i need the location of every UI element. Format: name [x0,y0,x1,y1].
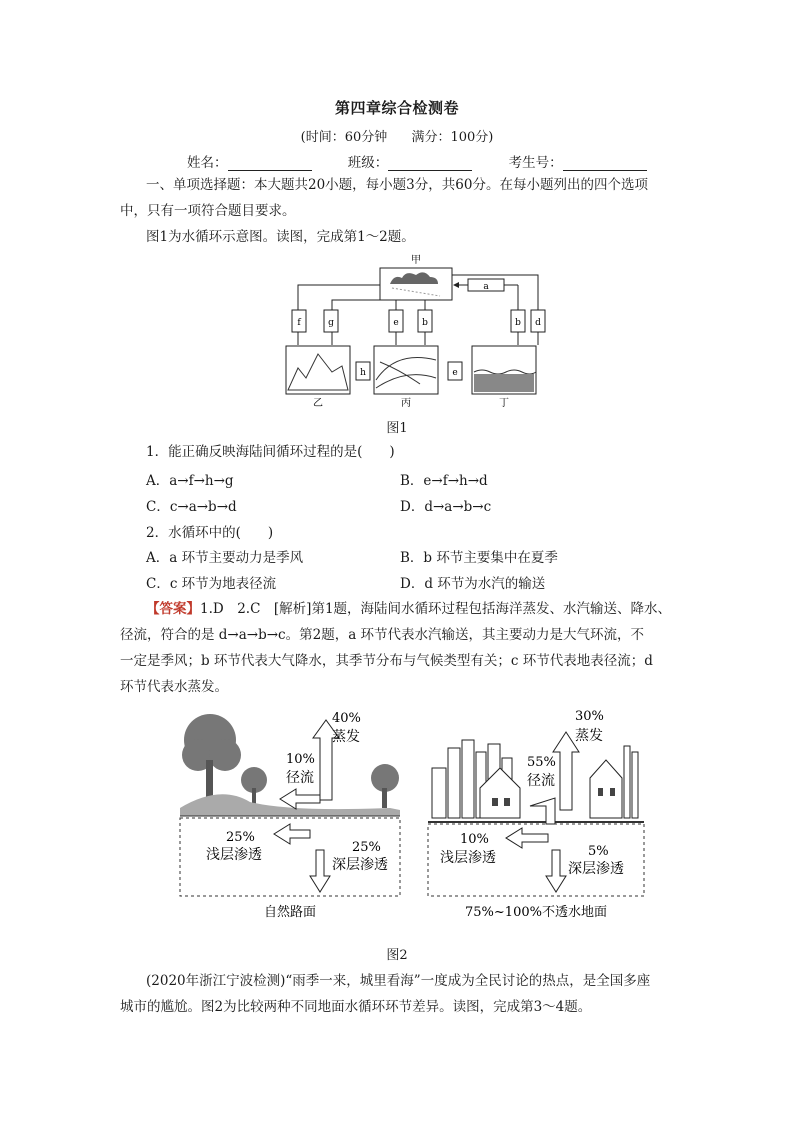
river-bing-box [374,346,438,394]
class-blank[interactable] [388,156,472,171]
figure1-lead: 图1为水循环示意图。读图，完成第1～2题。 [146,229,415,245]
student-info-fields [187,151,647,171]
flow-g-label: g [328,318,334,328]
q2-option-a[interactable]: A．a 环节主要动力是季风 [146,550,304,566]
impervious-shallow-pct: 10% [460,832,489,847]
q2-option-c[interactable]: C．c 环节为地表径流 [146,576,277,592]
impervious-evap-label: 蒸发 [575,728,603,744]
flow-b-label: b [422,318,428,328]
natural-deep-label: 深层渗透 [332,857,388,873]
natural-runoff-label: 径流 [286,770,314,786]
natural-surface-panel [180,711,400,920]
passage-line1: (2020年浙江宁波检测)“雨季一来，城里看海”一度成为全民讨论的热点，是全国多座 [146,973,651,989]
node-ding-label: 丁 [499,398,509,409]
q2-option-d[interactable]: D．d 环节为水汽的输送 [400,576,546,592]
q2-option-b[interactable]: B．b 环节主要集中在夏季 [400,550,558,566]
answer-tag: 【答案】 [146,601,200,617]
impervious-deep-pct: 5% [588,844,609,859]
node-jia-label: 甲 [411,255,421,266]
natural-shallow-pct: 25% [226,830,255,845]
q1-option-b[interactable]: B．e→f→h→d [400,473,488,489]
impervious-evap-pct: 30% [575,709,604,724]
passage-line2: 城市的尴尬。图2为比较两种不同地面水循环环节差异。读图，完成第3～4题。 [120,999,592,1015]
name-blank[interactable] [228,156,312,171]
impervious-deep-label: 深层渗透 [568,861,624,877]
flow-b2-label: b [515,318,521,328]
tree-icon [371,764,399,792]
section-intro-line1: 一、单项选择题：本大题共20小题，每小题3分，共60分。在每小题列出的四个选项 [146,177,648,193]
flow-e-label: e [393,318,399,328]
impervious-runoff-pct: 55% [527,755,556,770]
q1-option-d[interactable]: D．d→a→b→c [400,499,492,515]
answer-text-1: 1.D 2.C [解析]第1题，海陆间水循环过程包括海洋蒸发、水汽输送、降水、 [200,601,672,617]
answer-line1 [146,597,671,617]
flow-d-label: d [535,318,541,328]
figure2-caption: 图2 [386,948,408,963]
natural-evap-pct: 40% [332,711,361,726]
figure1-caption: 图1 [386,421,408,436]
flow-f-label: f [297,318,301,328]
q1-option-c[interactable]: C．c→a→b→d [146,499,237,515]
natural-runoff-pct: 10% [286,752,315,767]
impervious-surface-label: 75%~100%不透水地面 [465,905,607,920]
full-score: 满分：100分) [411,130,494,145]
class-label: 班级： [347,155,389,171]
answer-line2: 径流，符合的是 d→a→b→c。第2题，a 环节代表水汽输送，其主要动力是大气环流，不 [120,627,645,643]
impervious-surface-panel [428,709,644,920]
page-title: 第四章综合检测卷 [334,99,459,117]
natural-surface-label: 自然路面 [263,905,317,920]
water-cycle-diagram [280,250,550,410]
q2-stem: 2．水循环中的( ) [146,525,274,541]
section-intro-line2: 中，只有一项符合题目要求。 [120,203,296,219]
impervious-shallow-label: 浅层渗透 [440,850,496,866]
time-limit: (时间：60分钟 [300,130,388,145]
q1-stem: 1．能正确反映海陆间循环过程的是( ) [146,444,395,460]
answer-line4: 环节代表水蒸发。 [120,679,228,695]
natural-evap-label: 蒸发 [332,729,360,745]
node-bing-label: 丙 [401,398,411,409]
flow-a-label: a [483,282,489,292]
flow-e2-label: e [452,368,458,378]
natural-shallow-label: 浅层渗透 [206,847,262,863]
node-yi-label: 乙 [313,398,323,409]
answer-line3: 一定是季风；b 环节代表大气降水，其季节分布与气候类型有关；c 环节代表地表径流；d [120,653,653,669]
name-label: 姓名： [187,155,228,171]
student-id-label: 考生号： [508,155,563,171]
impervious-runoff-label: 径流 [527,773,555,789]
student-id-blank[interactable] [563,156,647,171]
surface-comparison-diagram [170,700,650,930]
exam-info [0,126,794,145]
flow-h-label: h [360,368,366,378]
natural-deep-pct: 25% [352,840,381,855]
q1-option-a[interactable]: A．a→f→h→g [146,473,234,489]
